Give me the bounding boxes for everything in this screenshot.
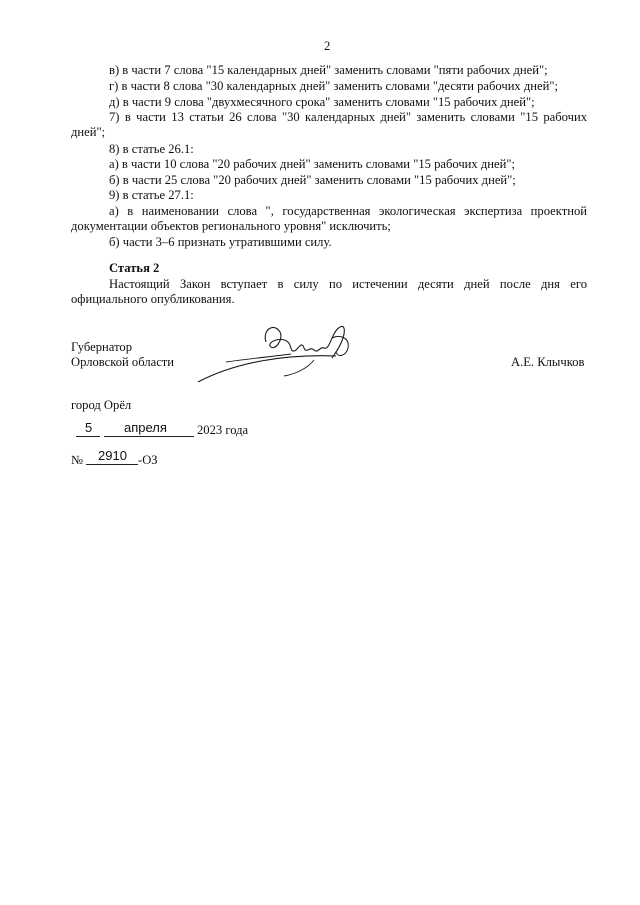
date-day: 5 [85, 420, 93, 435]
page-number: 2 [324, 39, 331, 53]
amendment-line-4: 7) в части 13 статьи 26 слова "30 календарных дней" заменить словами "15 рабочих [109, 110, 587, 124]
date-month-underline [104, 436, 194, 437]
date-month: апреля [124, 420, 167, 435]
amendment-line-9: 9) в статье 27.1: [109, 188, 194, 202]
amendment-line-8: б) в части 25 слова "20 рабочих дней" заменить словами "15 рабочих дней"; [109, 173, 516, 187]
amendment-line-1: в) в части 7 слова "15 календарных дней" заменить словами "пяти рабочих дней"; [109, 63, 548, 77]
amendment-line-2: г) в части 8 слова "30 календарных дней" заменить словами "десяти рабочих дней"; [109, 79, 558, 93]
amendment-line-5: дней"; [71, 125, 106, 139]
amendment-line-10: а) в наименовании слова ", государственная экологическая экспертиза проектной [109, 204, 587, 218]
place-of-signing: город Орёл [71, 398, 132, 412]
signatory-position-line-1: Губернатор [71, 340, 132, 354]
handwritten-signature [196, 312, 356, 392]
amendment-line-7: а) в части 10 слова "20 рабочих дней" заменить словами "15 рабочих дней"; [109, 157, 515, 171]
date-day-underline [76, 436, 100, 437]
signatory-position-line-2: Орловской области [71, 355, 175, 369]
law-number-value: 2910 [98, 448, 127, 463]
law-number-suffix: -ОЗ [138, 453, 158, 467]
amendment-line-12: б) части 3–6 признать утратившими силу. [109, 235, 332, 249]
law-number-underline [86, 464, 138, 465]
article-2-text-line-1: Настоящий Закон вступает в силу по истечении десяти дней после дня его [109, 277, 587, 291]
amendment-line-3: д) в части 9 слова "двухмесячного срока" заменить словами "15 рабочих дней"; [109, 95, 535, 109]
article-2-heading: Статья 2 [109, 261, 160, 275]
amendment-line-11: документации объектов регионального уровня" исключить; [71, 219, 391, 233]
law-number-prefix: № [71, 453, 84, 467]
signatory-name: А.Е. Клычков [511, 355, 585, 369]
amendment-line-6: 8) в статье 26.1: [109, 142, 194, 156]
date-year: 2023 года [197, 423, 249, 437]
article-2-text-line-2: официального опубликования. [71, 292, 235, 306]
